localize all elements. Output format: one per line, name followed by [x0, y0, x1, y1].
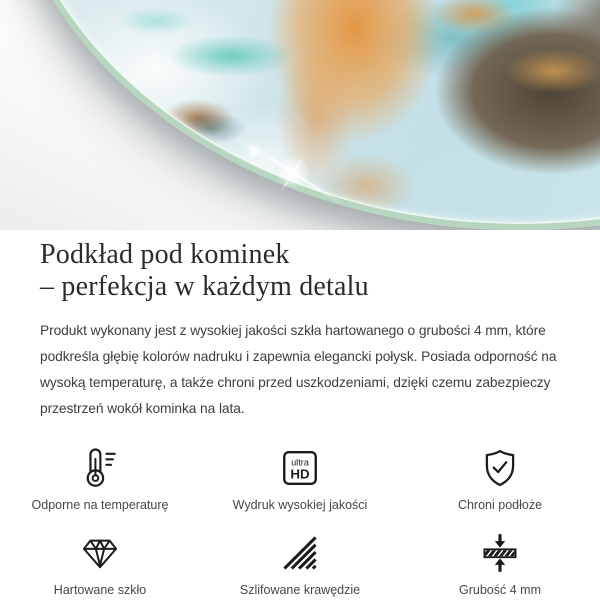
glass-hearth-pad-image	[0, 0, 600, 230]
feature-label: Chroni podłoże	[457, 498, 543, 512]
feature-temperature	[0, 446, 200, 513]
title-line-1: Podkład pod kominek	[40, 239, 290, 270]
thermometer-icon	[78, 446, 122, 492]
feature-print-quality	[200, 446, 400, 513]
polished-edges-icon	[278, 531, 322, 577]
feature-label: Wydruk wysokiej jakości	[232, 498, 368, 512]
thickness-icon	[478, 531, 522, 577]
feature-label: Grubość 4 mm	[459, 583, 541, 597]
feature-protects-floor	[400, 446, 600, 513]
page-title	[40, 239, 560, 303]
feature-tempered-glass	[0, 531, 200, 598]
feature-grid	[0, 446, 600, 598]
ultra-hd-badge-top: ultra	[291, 457, 309, 468]
feature-label: Odporne na temperaturę	[31, 498, 169, 512]
text-content	[0, 239, 600, 422]
shield-check-icon	[478, 446, 522, 492]
feature-label: Szlifowane krawędzie	[239, 583, 361, 597]
product-photo	[0, 0, 600, 230]
ultra-hd-icon	[278, 446, 322, 492]
title-line-2: – perfekcja w każdym detalu	[40, 271, 369, 302]
feature-label: Hartowane szkło	[53, 583, 147, 597]
ultra-hd-badge-bottom: HD	[290, 466, 310, 482]
feature-polished-edges	[200, 531, 400, 598]
feature-thickness	[400, 531, 600, 598]
product-description: Produkt wykonany jest z wysokiej jakości szkła hartowanego o grubości 4 mm, które podkreśla głębię kolorów nadruku i zapewnia elegancki połysk. Posiada odporność na wysoką temperaturę, a także chroni przed uszkodzeniami, dzięki czemu zabezpieczy przestrzeń wokół kominka na lata.	[40, 323, 557, 416]
diamond-icon	[78, 531, 122, 577]
